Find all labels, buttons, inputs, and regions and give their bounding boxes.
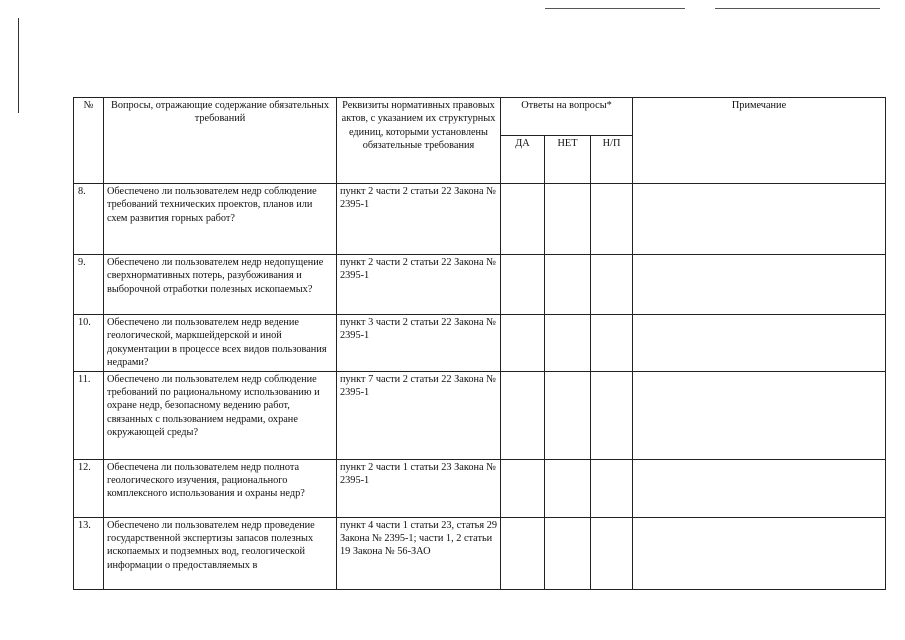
scan-artifact-line [715,8,880,9]
answer-yes-cell[interactable] [501,184,545,255]
answer-na-cell[interactable] [591,459,633,517]
note-cell[interactable] [633,184,886,255]
note-cell[interactable] [633,459,886,517]
requirements-checklist-table [73,97,886,590]
answer-yes-cell[interactable] [501,371,545,459]
row-question: Обеспечено ли пользователем недр соблюдение требований по рациональному использованию и охране недр, безопасному ведению работ, связанных с пользованием недрами, охране окружающей среды? [104,371,337,459]
answer-no-cell[interactable] [545,459,591,517]
answer-no-cell[interactable] [545,255,591,315]
answer-yes-cell[interactable] [501,517,545,589]
header-number: № [74,98,104,184]
note-cell[interactable] [633,517,886,589]
header-na: Н/П [591,136,633,184]
row-number: 10. [74,315,104,372]
scan-artifact-line [545,8,685,9]
note-cell[interactable] [633,255,886,315]
table-row [74,371,886,459]
row-requisite: пункт 2 части 2 статьи 22 Закона № 2395-1 [337,255,501,315]
table-row [74,517,886,589]
row-requisite: пункт 7 части 2 статьи 22 Закона № 2395-1 [337,371,501,459]
answer-na-cell[interactable] [591,517,633,589]
answer-yes-cell[interactable] [501,255,545,315]
row-number: 8. [74,184,104,255]
row-question: Обеспечено ли пользователем недр соблюдение требований технических проектов, планов или схем развития горных работ? [104,184,337,255]
table-row [74,184,886,255]
answer-no-cell[interactable] [545,315,591,372]
header-answers: Ответы на вопросы* [501,98,633,136]
answer-na-cell[interactable] [591,255,633,315]
answer-na-cell[interactable] [591,315,633,372]
row-question: Обеспечена ли пользователем недр полнота геологического изучения, рационального комплексного использования и охраны недр? [104,459,337,517]
answer-na-cell[interactable] [591,184,633,255]
row-number: 9. [74,255,104,315]
header-questions: Вопросы, отражающие содержание обязательных требований [104,98,337,184]
table-row [74,459,886,517]
scan-artifact-line [18,18,19,113]
row-question: Обеспечено ли пользователем недр недопущение сверхнормативных потерь, разубоживания и выборочной отработки полезных ископаемых? [104,255,337,315]
note-cell[interactable] [633,315,886,372]
row-number: 11. [74,371,104,459]
header-requisites: Реквизиты нормативных правовых актов, с указанием их структурных единиц, которыми установлены обязательные требования [337,98,501,184]
row-number: 13. [74,517,104,589]
answer-no-cell[interactable] [545,184,591,255]
table-row [74,255,886,315]
row-requisite: пункт 4 части 1 статьи 23, статья 29 Закона № 2395-1; части 1, 2 статьи 19 Закона № 56-ЗАО [337,517,501,589]
row-question: Обеспечено ли пользователем недр проведение государственной экспертизы запасов полезных ископаемых и подземных вод, геологической информации о предоставляемых в [104,517,337,589]
answer-na-cell[interactable] [591,371,633,459]
row-requisite: пункт 3 части 2 статьи 22 Закона № 2395-1 [337,315,501,372]
row-requisite: пункт 2 части 1 статьи 23 Закона № 2395-1 [337,459,501,517]
header-no: НЕТ [545,136,591,184]
answer-no-cell[interactable] [545,371,591,459]
header-yes: ДА [501,136,545,184]
answer-yes-cell[interactable] [501,315,545,372]
row-question: Обеспечено ли пользователем недр ведение геологической, маркшейдерской и иной документации в процессе всех видов пользования недрами? [104,315,337,372]
answer-no-cell[interactable] [545,517,591,589]
row-requisite: пункт 2 части 2 статьи 22 Закона № 2395-1 [337,184,501,255]
answer-yes-cell[interactable] [501,459,545,517]
row-number: 12. [74,459,104,517]
header-note: Примечание [633,98,886,184]
note-cell[interactable] [633,371,886,459]
table-row [74,315,886,372]
